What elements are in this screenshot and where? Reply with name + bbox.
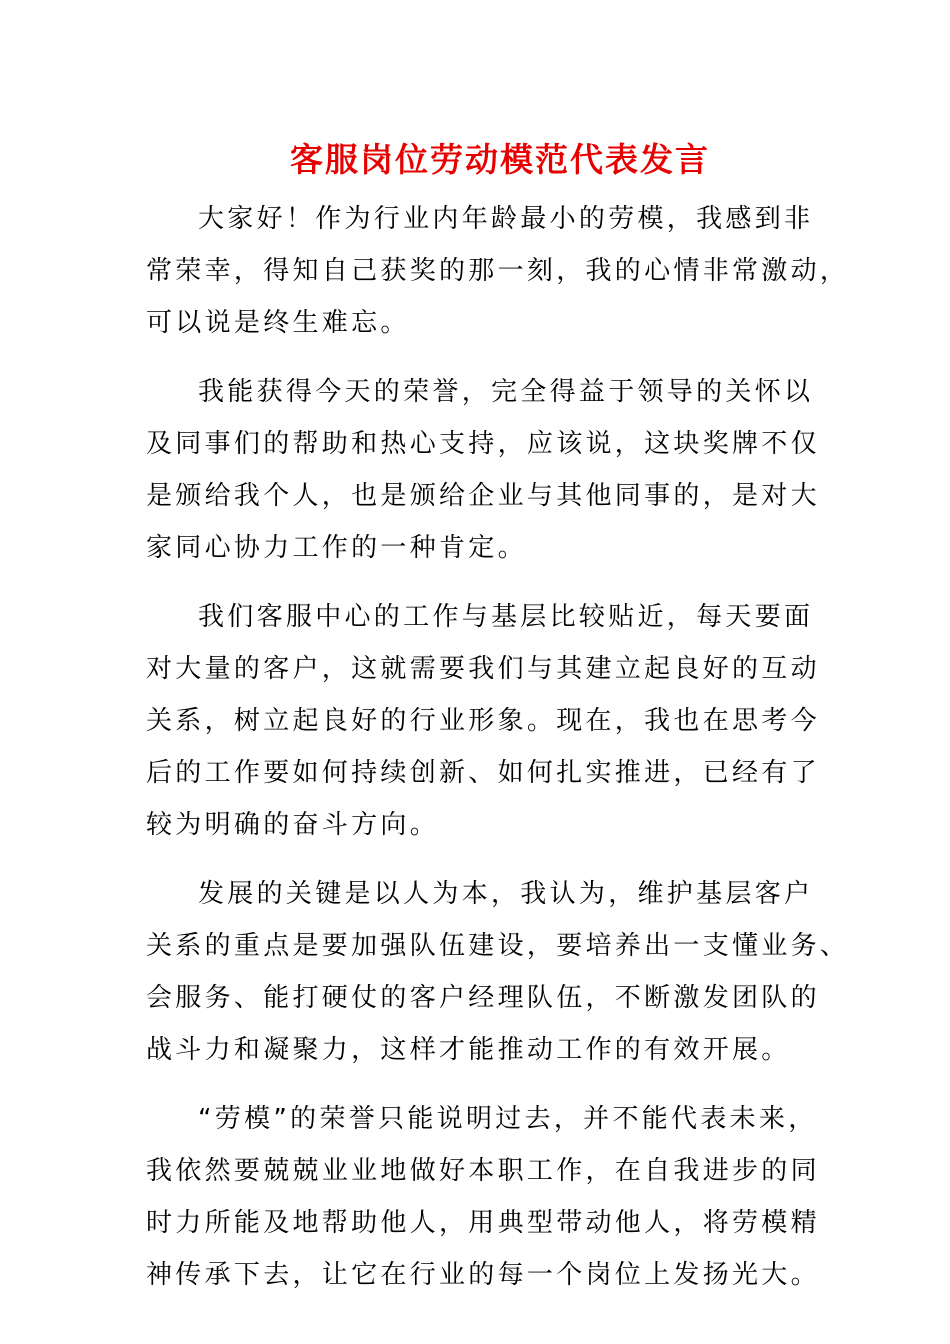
paragraph-line: 神传承下去，让它在行业的每一个岗位上发扬光大。 [146,1260,820,1290]
paragraph-line: 关系的重点是要加强队伍建设，要培养出一支懂业务、 [146,931,850,961]
paragraph-line: 常荣幸，得知自己获奖的那一刻，我的心情非常激动， [146,256,850,286]
paragraph-line: 时力所能及地帮助他人，用典型带动他人，将劳模精 [146,1208,820,1238]
paragraph-line: 我依然要兢兢业业地做好本职工作，在自我进步的同 [146,1156,820,1186]
paragraph-line: 是颁给我个人，也是颁给企业与其他同事的，是对大 [146,481,820,511]
paragraph-2 [146,366,836,574]
paragraph-line: “劳模”的荣誉只能说明过去，并不能代表未来， [198,1104,818,1134]
paragraph-line: 家同心协力工作的一种肯定。 [146,533,527,563]
paragraph-line: 战斗力和凝聚力，这样才能推动工作的有效开展。 [146,1035,791,1065]
document-title: 客服岗位劳动模范代表发言 [290,140,710,179]
paragraph-line: 及同事们的帮助和热心支持，应该说，这块奖牌不仅 [146,429,820,459]
paragraph-line: 我们客服中心的工作与基层比较贴近，每天要面 [198,602,814,632]
paragraph-line: 发展的关键是以人为本，我认为，维护基层客户 [198,879,814,909]
paragraph-line: 大家好！作为行业内年龄最小的劳模，我感到非 [198,204,814,234]
paragraph-line: 我能获得今天的荣誉，完全得益于领导的关怀以 [198,377,814,407]
paragraph-3 [146,591,836,851]
paragraph-line: 关系，树立起良好的行业形象。现在，我也在思考今 [146,706,820,736]
paragraph-5 [146,1093,836,1301]
paragraph-line: 会服务、能打硬仗的客户经理队伍，不断激发团队的 [146,983,820,1013]
paragraph-line: 可以说是终生难忘。 [146,308,410,338]
paragraph-4 [146,868,850,1076]
document-body [146,193,850,1318]
paragraph-line: 较为明确的奋斗方向。 [146,810,440,840]
paragraph-line: 后的工作要如何持续创新、如何扎实推进，已经有了 [146,758,820,788]
paragraph-line: 对大量的客户，这就需要我们与其建立起良好的互动 [146,654,820,684]
paragraph-1 [146,193,850,349]
